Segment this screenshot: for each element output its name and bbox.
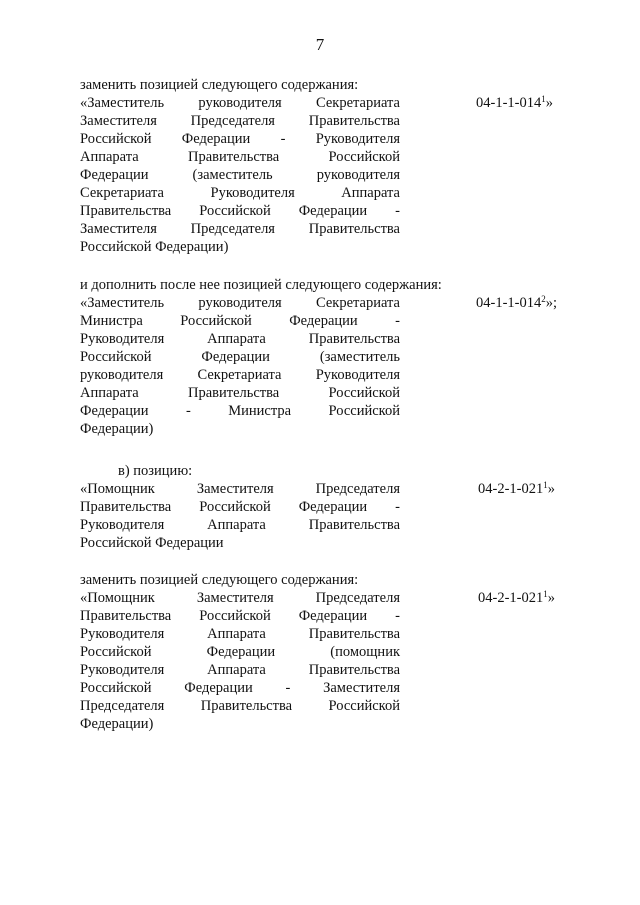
position-text-line: Правительства Российской Федерации - <box>80 608 400 624</box>
position-text-line: Российской Федерации (помощник <box>80 644 400 660</box>
position-text-line: «Помощник Заместителя Председателя <box>80 481 400 497</box>
position-text-line: Федерации - Министра Российской <box>80 403 400 419</box>
page-number: 7 <box>315 35 325 54</box>
position-text-line: Аппарата Правительства Российской <box>80 149 400 165</box>
position-text-line: Федерации) <box>80 421 154 437</box>
position-text-line: Заместителя Председателя Правительства <box>80 113 400 129</box>
position-code: $04-1-1-014^2$»; <box>476 294 558 311</box>
position-text-line: «Заместитель руководителя Секретариата <box>80 295 400 311</box>
position-text-line: Российской Федерации (заместитель <box>80 349 400 365</box>
position-text-line: Руководителя Аппарата Правительства <box>80 331 400 347</box>
position-text-line: Российской Федерации - Руководителя <box>80 131 400 147</box>
position-code: $04-1-1-014^1$» <box>476 94 553 111</box>
position-text-line: Аппарата Правительства Российской <box>80 385 400 401</box>
position-text-line: Руководителя Аппарата Правительства <box>80 626 400 642</box>
position-text-line: Правительства Российской Федерации - <box>80 499 400 515</box>
section-intro: заменить позицией следующего содержания: <box>80 572 359 588</box>
position-text-line: Российской Федерации <box>80 535 224 551</box>
position-text-line: Секретариата Руководителя Аппарата <box>80 185 400 201</box>
position-text-line: Правительства Российской Федерации - <box>80 203 400 219</box>
position-text-line: руководителя Секретариата Руководителя <box>80 367 400 383</box>
position-text-line: «Заместитель руководителя Секретариата <box>80 95 400 111</box>
position-text-line: Руководителя Аппарата Правительства <box>80 662 400 678</box>
position-text-line: Российской Федерации) <box>80 239 229 255</box>
position-code: $04-2-1-021^1$» <box>478 480 555 497</box>
position-code: $04-2-1-021^1$» <box>478 589 555 606</box>
section-intro: в) позицию: <box>118 463 193 479</box>
position-text-line: Федерации (заместитель руководителя <box>80 167 400 183</box>
section-intro: и дополнить после нее позицией следующего содержания: <box>80 277 442 293</box>
section-intro: заменить позицией следующего содержания: <box>80 77 359 93</box>
position-text-line: Председателя Правительства Российской <box>80 698 400 714</box>
position-text-line: Российской Федерации - Заместителя <box>80 680 400 696</box>
position-text-line: «Помощник Заместителя Председателя <box>80 590 400 606</box>
position-text-line: Руководителя Аппарата Правительства <box>80 517 400 533</box>
position-text-line: Министра Российской Федерации - <box>80 313 400 329</box>
position-text-line: Федерации) <box>80 716 154 732</box>
position-text-line: Заместителя Председателя Правительства <box>80 221 400 237</box>
